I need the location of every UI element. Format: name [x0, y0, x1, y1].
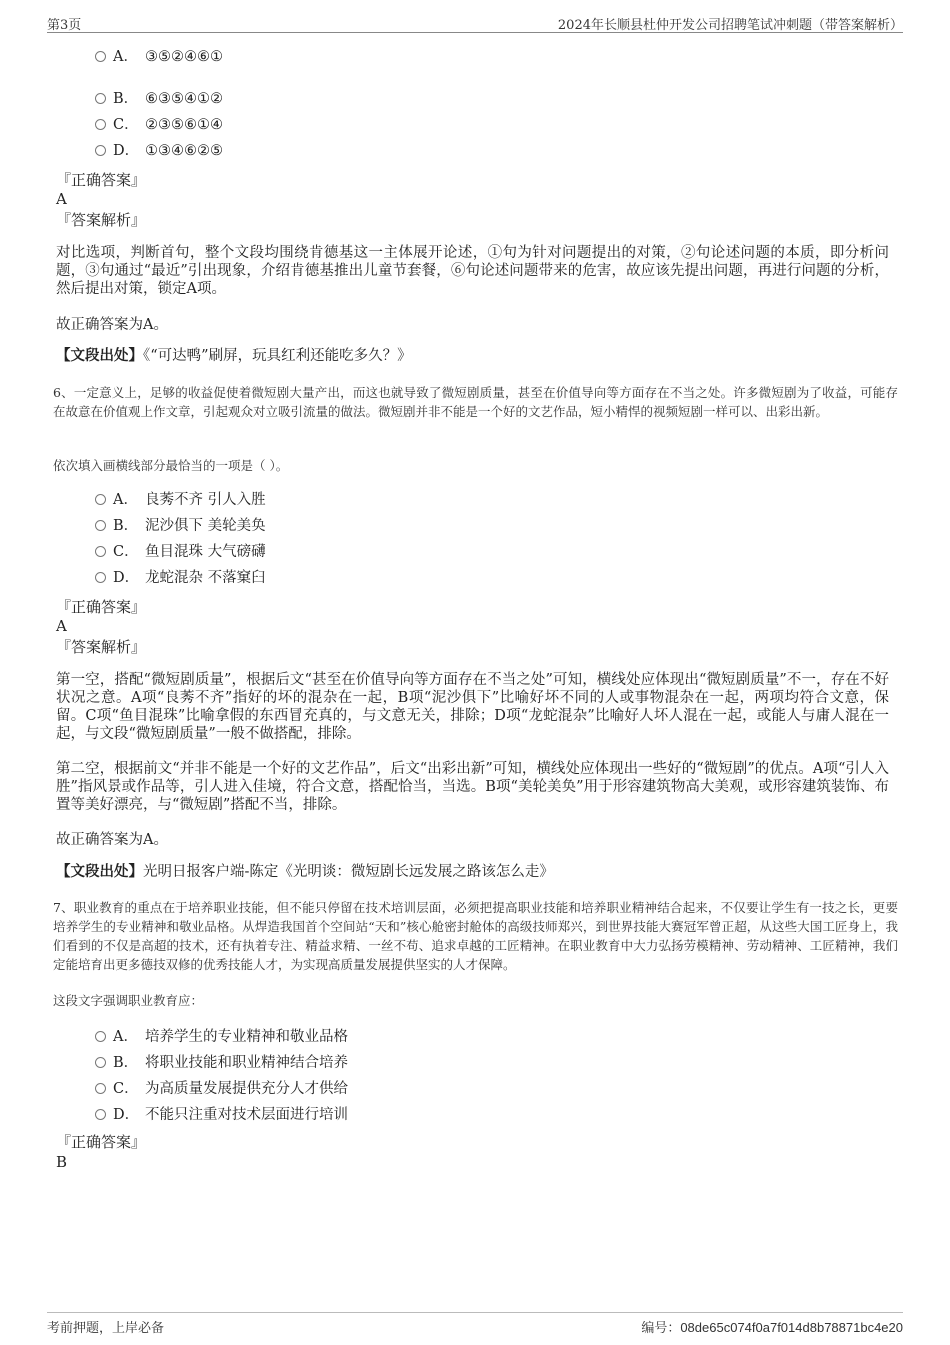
document-title: 2024年长顺县杜仲开发公司招聘笔试冲刺题（带答案解析）: [557, 18, 903, 33]
q6-conclusion: 故正确答案为A。: [56, 832, 168, 848]
option-text: ③⑤②④⑥①: [145, 49, 223, 65]
option-letter: C．: [113, 117, 139, 133]
q6-analysis-1: 第一空，搭配“微短剧质量”，根据后文“甚至在价值导向等方面存在不当之处”可知，横线处应体现出“微短剧质量”不一，存在不好状况之意。A项“良莠不齐”指好的坏的混杂在一起，B项“泥沙俱下”比喻好坏不同的人或事物混杂在一起，两项均符合文意，保留。C项“鱼目混珠”比喻拿假的东西冒充真的，与文意无关，排除；D项“龙蛇混杂”比喻好人坏人混在一起，或能人与庸人混在一起，与文段“微短剧质量”一般不做搭配，排除。: [56, 672, 889, 742]
q5-option-d[interactable]: [95, 140, 223, 162]
q7-stem: 7、职业教育的重点在于培养职业技能，但不能只停留在技术培训层面，必须把提高职业技能和培养职业精神结合起来，不仅要让学生有一技之长，更要培养学生的专业精神和敬业品格。从焊造我国首个空间站“天和”核心舱密封舱体的高级技师郑兴，到世界技能大赛冠军曾正超，从这些大国工匠身上，我们看到的不仅是高超的技术，还有执着专注、精益求精、一丝不苟、追求卓越的工匠精神。在职业教育中大力弘扬劳模精神、劳动精神、工匠精神，我们定能培育出更多德技双修的优秀技能人才，为实现高质量发展提供坚实的人才保障。: [53, 900, 898, 972]
option-letter: B．: [113, 518, 139, 534]
option-letter: A．: [113, 49, 138, 65]
q7-answer: B: [56, 1153, 68, 1171]
option-text: 将职业技能和职业精神结合培养: [145, 1055, 348, 1071]
q5-option-b[interactable]: [95, 88, 223, 110]
option-text: ⑥③⑤④①②: [145, 91, 223, 107]
option-text: 培养学生的专业精神和敬业品格: [145, 1029, 348, 1045]
footer-slogan: 考前押题，上岸必备: [47, 1321, 165, 1336]
q6-analysis-label: 『答案解析』: [56, 638, 147, 656]
source-text: 光明日报客户端-陈定《光明谈：微短剧长远发展之路该怎么走》: [143, 864, 554, 880]
option-letter: A．: [113, 492, 138, 508]
option-text: 为高质量发展提供充分人才供给: [145, 1081, 348, 1097]
option-letter: C．: [113, 1081, 139, 1097]
q7-option-b[interactable]: [95, 1052, 348, 1074]
q6-analysis-2: 第二空，根据前文“并非不能是一个好的文艺作品”，后文“出彩出新”可知，横线处应体现出一些好的“微短剧”的优点。A项“引人入胜”指风景或作品等，引人进入佳境，符合文意，搭配恰当，当选。B项“美轮美奂”用于形容建筑物高大美观，或形容建筑装饰、布置等美好漂亮，与“微短剧”搭配不当，排除。: [56, 761, 889, 813]
option-letter: D．: [113, 1107, 140, 1123]
page-number: 第3页: [47, 18, 82, 33]
source-label: 【文段出处】: [56, 347, 143, 364]
q7-option-d[interactable]: [95, 1104, 348, 1126]
radio-icon[interactable]: [95, 51, 106, 62]
option-letter: C．: [113, 544, 139, 560]
option-text: 鱼目混珠 大气磅礴: [145, 544, 266, 560]
option-letter: D．: [113, 570, 140, 586]
source-label: 【文段出处】: [56, 863, 143, 880]
radio-icon[interactable]: [95, 494, 106, 505]
q6-option-b[interactable]: [95, 515, 266, 537]
q6-option-c[interactable]: [95, 541, 266, 563]
radio-icon[interactable]: [95, 1109, 106, 1120]
option-text: ②③⑤⑥①④: [145, 117, 223, 133]
radio-icon[interactable]: [95, 572, 106, 583]
q5-answer: A: [56, 190, 67, 208]
code-value: 08de65c074f0a7f014d8b78871bc4e20: [680, 1320, 903, 1335]
q7-question: 这段文字强调职业教育应：: [53, 993, 204, 1008]
option-letter: A．: [113, 1029, 138, 1045]
option-text: 良莠不齐 引人入胜: [145, 492, 266, 508]
option-letter: B．: [113, 91, 139, 107]
q5-conclusion: 故正确答案为A。: [56, 317, 168, 333]
q6-source: [56, 863, 889, 881]
radio-icon[interactable]: [95, 1083, 106, 1094]
q7-option-c[interactable]: [95, 1078, 348, 1100]
radio-icon[interactable]: [95, 145, 106, 156]
q5-analysis-label: 『答案解析』: [56, 211, 147, 229]
option-letter: B．: [113, 1055, 139, 1071]
q5-option-c[interactable]: [95, 114, 223, 136]
q6-option-d[interactable]: [95, 567, 266, 589]
radio-icon[interactable]: [95, 119, 106, 130]
q6-answer: A: [56, 617, 67, 635]
code-label: 编号：: [641, 1321, 681, 1336]
option-text: 龙蛇混杂 不落窠臼: [145, 570, 266, 586]
q5-option-a[interactable]: [95, 46, 223, 68]
q6-answer-label: 『正确答案』: [56, 598, 147, 616]
q5-answer-label: 『正确答案』: [56, 171, 147, 189]
source-text: 《“可达鸭”刷屏，玩具红利还能吃多久？》: [143, 348, 412, 364]
radio-icon[interactable]: [95, 520, 106, 531]
q5-source: [56, 347, 889, 365]
option-letter: D．: [113, 143, 140, 159]
page-header: [47, 14, 903, 33]
page-footer: [47, 1312, 903, 1335]
radio-icon[interactable]: [95, 93, 106, 104]
document-code: [641, 1317, 903, 1336]
q5-analysis: 对比选项，判断首句，整个文段均围绕肯德基这一主体展开论述，①句为针对问题提出的对策，②句论述问题的本质，即分析问题，③句通过“最近”引出现象，介绍肯德基推出儿童节套餐，⑥句论述问题带来的危害，故应该先提出问题，再进行问题的分析，然后提出对策，锁定A项。: [56, 245, 889, 297]
q7-answer-label: 『正确答案』: [56, 1133, 147, 1151]
radio-icon[interactable]: [95, 1057, 106, 1068]
q6-question: 依次填入画横线部分最恰当的一项是（ ）。: [53, 458, 289, 473]
option-text: 泥沙俱下 美轮美奂: [145, 518, 266, 534]
option-text: ①③④⑥②⑤: [145, 143, 223, 159]
q7-option-a[interactable]: [95, 1026, 348, 1048]
radio-icon[interactable]: [95, 546, 106, 557]
q6-option-a[interactable]: [95, 489, 266, 511]
radio-icon[interactable]: [95, 1031, 106, 1042]
q6-stem: 6、一定意义上，足够的收益促使着微短剧大量产出，而这也就导致了微短剧质量，甚至在价值导向等方面存在不当之处。许多微短剧为了收益，可能存在故意在价值观上作文章，引起观众对立吸引流量的做法。微短剧并非不能是一个好的文艺作品，短小精悍的视频短剧一样可以、出彩出新。: [53, 385, 898, 419]
option-text: 不能只注重对技术层面进行培训: [145, 1107, 348, 1123]
